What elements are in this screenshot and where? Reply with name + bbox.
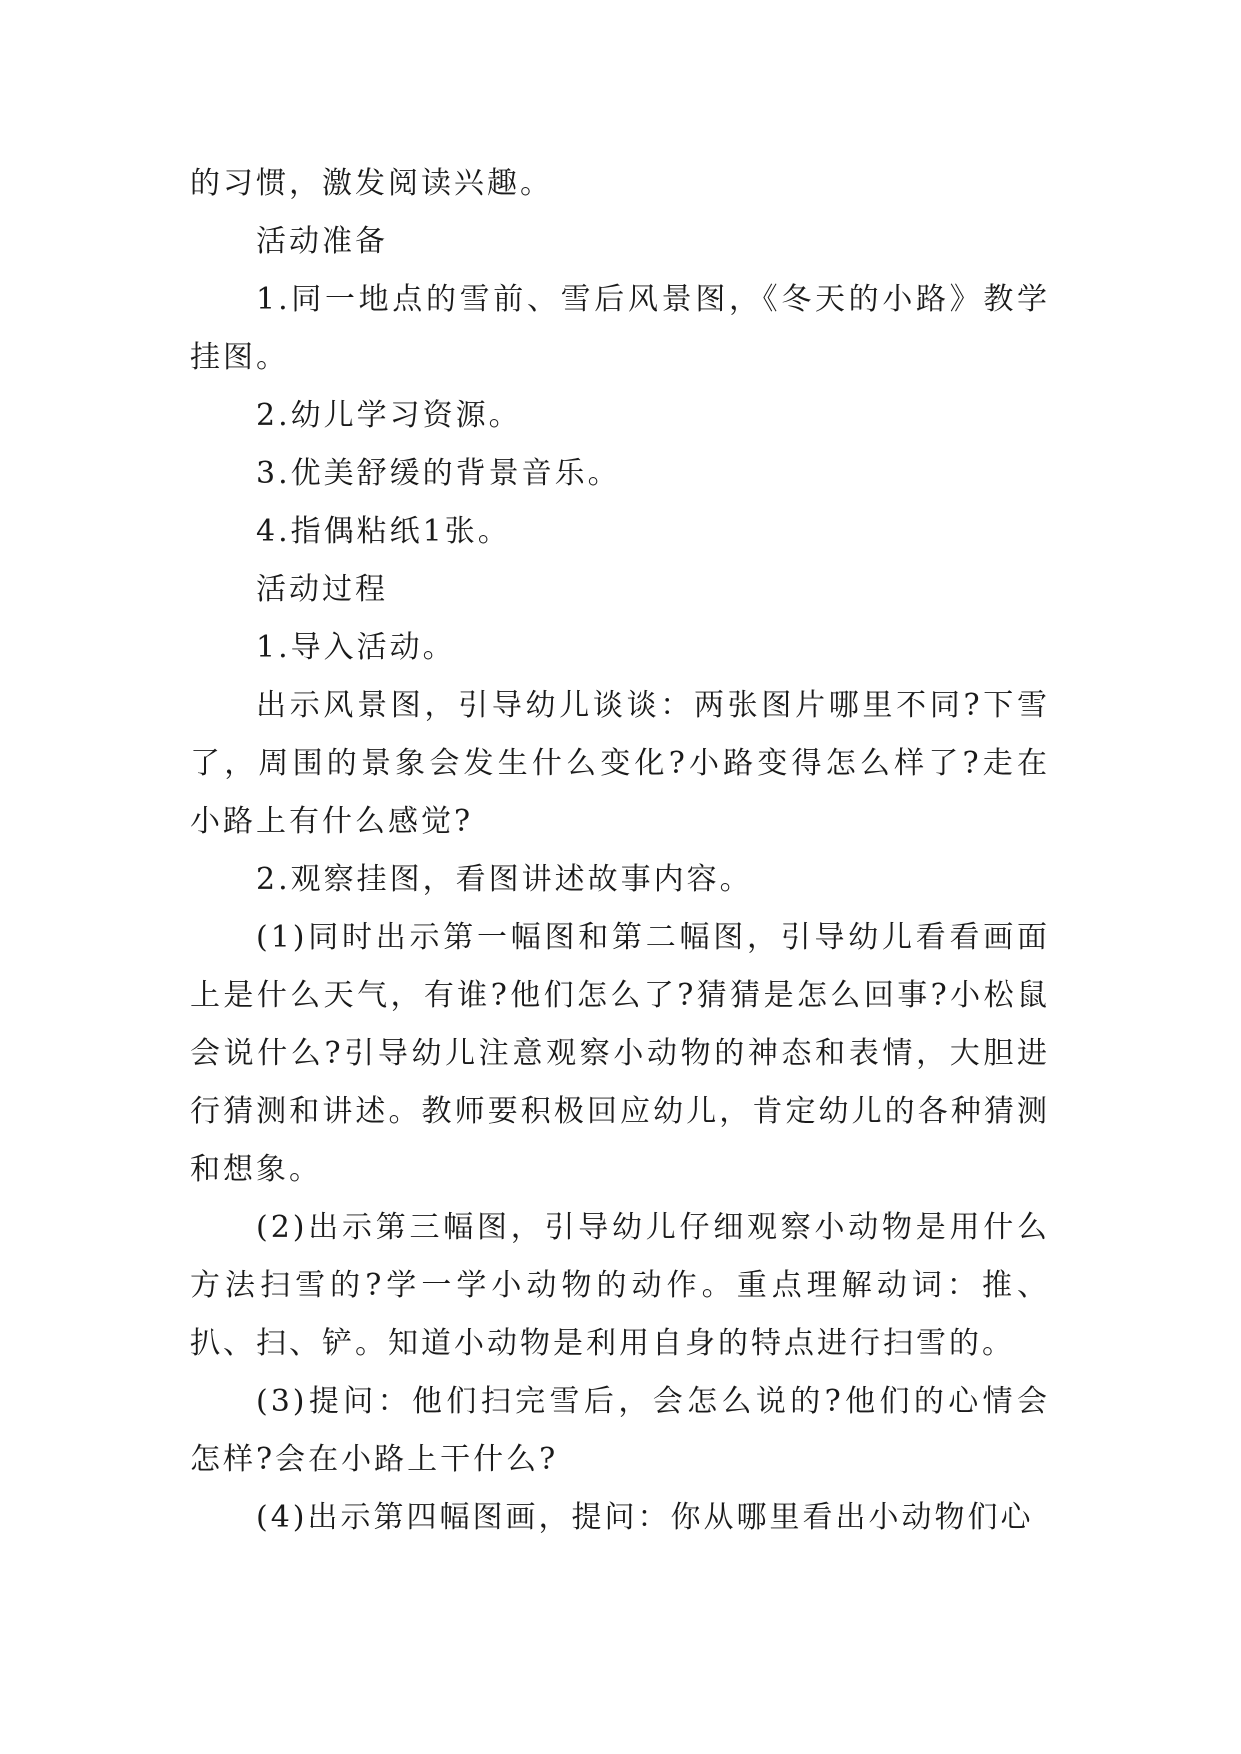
- process-step-2: 2.观察挂图，看图讲述故事内容。: [256, 862, 753, 897]
- process-step-1-detail: 出示风景图，引导幼儿谈谈：两张图片哪里不同?下雪了，周围的景象会发生什么变化?小路变得怎么样了?走在小路上有什么感觉?: [190, 688, 1050, 839]
- process-step-2-sub-4: (4)出示第四幅图画，提问：你从哪里看出小动物们心: [256, 1500, 1034, 1535]
- preparation-item-1: 1.同一地点的雪前、雪后风景图，《冬天的小路》教学挂图。: [190, 282, 1050, 375]
- preparation-item-3: 3.优美舒缓的背景音乐。: [256, 456, 621, 491]
- process-step-2-sub-1: (1)同时出示第一幅图和第二幅图，引导幼儿看看画面上是什么天气，有谁?他们怎么了?猜猜是怎么回事?小松鼠会说什么?引导幼儿注意观察小动物的神态和表情，大胆进行猜测和讲述。教师要积极回应幼儿，肯定幼儿的各种猜测和想象。: [190, 920, 1050, 1187]
- section-heading-preparation: 活动准备: [256, 224, 388, 259]
- paragraph-continuation: 的习惯，激发阅读兴趣。: [190, 166, 553, 201]
- preparation-item-2: 2.幼儿学习资源。: [256, 398, 522, 433]
- preparation-item-4: 4.指偶粘纸1张。: [256, 514, 511, 549]
- process-step-2-sub-3: (3)提问：他们扫完雪后，会怎么说的?他们的心情会怎样?会在小路上干什么?: [190, 1384, 1050, 1477]
- process-step-1: 1.导入活动。: [256, 630, 456, 665]
- document-body: [190, 155, 1050, 1547]
- section-heading-process: 活动过程: [256, 572, 388, 607]
- process-step-2-sub-2: (2)出示第三幅图，引导幼儿仔细观察小动物是用什么方法扫雪的?学一学小动物的动作。重点理解动词：推、扒、扫、铲。知道小动物是利用自身的特点进行扫雪的。: [190, 1210, 1050, 1361]
